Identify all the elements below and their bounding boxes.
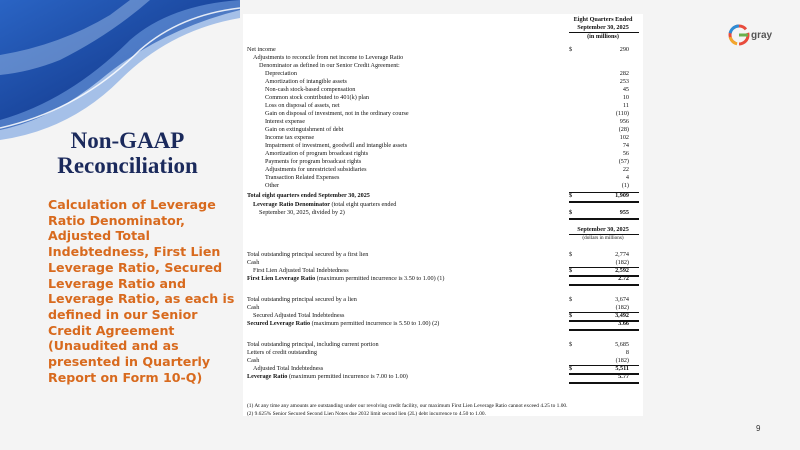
gray-logo [728,22,784,50]
row-label: Gain on disposal of investment, not in the ordinary course [265,110,409,117]
row-value: (28) [618,126,629,133]
row-value: 290 [619,46,629,53]
first_lien_ratio-value: 2.72 [618,275,629,282]
first_lien-row-dollar: $ [569,251,573,258]
total-eight-quarters-value: 1,909 [615,192,629,199]
secured-row-value: (182) [615,304,629,311]
row-label: Depreciation [265,70,297,77]
period-line-2: September 30, 2025 [577,23,629,31]
first_lien-row-value: (182) [615,259,629,266]
total-row-value: 5,685 [615,341,629,348]
denominator-label-line-2: September 30, 2025, divided by 2) [259,209,345,216]
first_lien-row-label: Total outstanding principal secured by a first lien [247,251,369,258]
total-row-dollar: $ [569,341,573,348]
secured_ratio-label-rest: (maximum permitted incurrence is 5.50 to 1.00) (2) [310,320,440,327]
denominator-label-rest: (total eight quarters ended [329,201,397,208]
first_lien-row-label: Cash [247,259,260,266]
denominator-label-bold: Leverage Ratio Denominator [253,201,330,208]
denominator-dollar: $ [569,209,573,216]
row-label: Common stock contributed to 401(k) plan [265,94,369,101]
row-label: Loss on disposal of assets, net [265,102,340,109]
total-row-label: Adjusted Total Indebtedness [253,365,324,372]
first_lien_ratio-label-rest: (maximum permitted incurrence is 3.50 to 1.00) (1) [315,275,445,282]
reconciliation-table [243,14,643,416]
secured-row-label: Cash [247,304,260,311]
total-row-value: 5,511 [615,365,629,372]
row-label: Interest expense [265,118,306,125]
secured_ratio-label-bold: Secured Leverage Ratio [247,320,311,327]
second-units-label: (dollars in millions) [582,235,624,241]
row-value: 10 [622,94,629,101]
secured-row-dollar: $ [569,312,573,319]
units-label: (in millions) [587,33,619,40]
first_lien_ratio-label-bold: First Lien Leverage Ratio [247,275,316,282]
row-value: 956 [619,118,629,125]
total-subtotal-rule [569,365,639,366]
row-label: Gain on extinguishment of debt [265,126,344,133]
total-eight-quarters-dollar: $ [569,192,573,199]
title-line-2: Reconciliation [57,153,198,178]
row-value: 282 [619,70,629,77]
row-value: 4 [625,174,629,181]
row-label: Payments for program broadcast rights [265,158,362,165]
secured-row-label: Total outstanding principal secured by a lien [247,296,357,303]
left-panel [0,0,240,450]
page-number: 9 [756,424,761,433]
total-row-label: Total outstanding principal, including current portion [247,341,379,348]
total-double-rule [569,201,639,203]
row-value: 11 [623,102,629,109]
leverage_ratio-double-rule [569,382,639,384]
second-date-header: September 30, 2025 [577,226,629,233]
row-value: 253 [619,78,629,85]
row-dollar: $ [569,46,573,53]
row-value: 45 [622,86,629,93]
total-row-value: (182) [615,357,629,364]
secured_ratio-double-rule [569,329,639,331]
row-label: Other [265,182,280,189]
total-row-dollar: $ [569,365,573,372]
row-value: (110) [615,110,629,117]
title-line-1: Non-GAAP [70,128,185,153]
row-value: 74 [622,142,629,149]
leverage_ratio-label-rest: (maximum permitted incurrence is 7.00 to 1.00) [287,373,408,380]
first_lien-row-label: First Lien Adjusted Total Indebtedness [253,267,349,274]
row-value: 102 [619,134,629,141]
footnote-2: (2) 9.625% Senior Secured Second Lien Notes due 2032 limit second lien (2L) debt incurrence to 4.50 to 1.00. [247,411,486,417]
total-row-label: Cash [247,357,260,364]
row-label: Denominator as defined in our Senior Credit Agreement: [259,62,400,69]
denominator-double-rule [569,218,639,220]
row-label: Non-cash stock-based compensation [265,86,356,93]
first_lien_ratio-double-rule [569,284,639,286]
first_lien_ratio-label [247,275,444,283]
period-header [569,16,637,31]
row-label: Amortization of intangible assets [265,78,347,85]
footnote-1: (1) At any time any amounts are outstanding under our revolving credit facility, our maximum First Lien Leverage Ratio cannot exceed 4.25 to 1.00. [247,403,568,409]
row-value: 22 [622,166,629,173]
first_lien-row-dollar: $ [569,267,573,274]
secured-row-dollar: $ [569,296,573,303]
row-label: Transaction Related Expenses [265,174,340,181]
row-value: (1) [621,182,629,189]
secured-row-label: Secured Adjusted Total Indebtedness [253,312,345,319]
row-value: (57) [618,158,629,165]
page-title [20,128,235,178]
first_lien-row-value: 2,774 [615,251,629,258]
row-value: 56 [622,150,629,157]
total-eight-quarters-label: Total eight quarters ended September 30, 2025 [247,192,370,199]
secured-row-value: 3,492 [615,312,629,319]
row-label: Amortization of program broadcast rights [265,150,369,157]
first_lien-row-value: 2,592 [615,267,629,274]
secured_ratio-label [247,320,439,328]
period-line-1: Eight Quarters Ended [573,16,633,23]
logo-text: gray [751,30,773,41]
row-label: Income tax expense [265,134,315,141]
row-label: Adjustments to reconcile from net income to Leverage Ratio [253,54,404,61]
page-subtitle: Calculation of Leverage Ratio Denominator, Adjusted Total Indebtedness, First Lien Leverage Ratio, Secured Leverage Ratio and Leverage Ratio, as each is defined in our Senior Credit Agreement (Unaudited and as presented in Quarterly Report on Form 10-Q) [48,197,235,385]
denominator-label [253,201,396,209]
leverage_ratio-label [247,373,408,381]
row-label: Net income [247,46,276,53]
first_lien-subtotal-rule [569,267,639,268]
denominator-value: 955 [619,209,629,216]
secured-row-value: 3,674 [615,296,629,303]
row-label: Impairment of investment, goodwill and intangible assets [265,142,408,149]
total-row-value: 8 [625,349,629,356]
secured_ratio-value: 3.66 [618,320,629,327]
secured-subtotal-rule [569,312,639,313]
row-label: Adjustments for unrestricted subsidiaries [265,166,367,173]
total-row-label: Letters of credit outstanding [247,349,317,356]
leverage_ratio-value: 5.77 [618,373,629,380]
leverage_ratio-label-bold: Leverage Ratio [247,373,288,380]
